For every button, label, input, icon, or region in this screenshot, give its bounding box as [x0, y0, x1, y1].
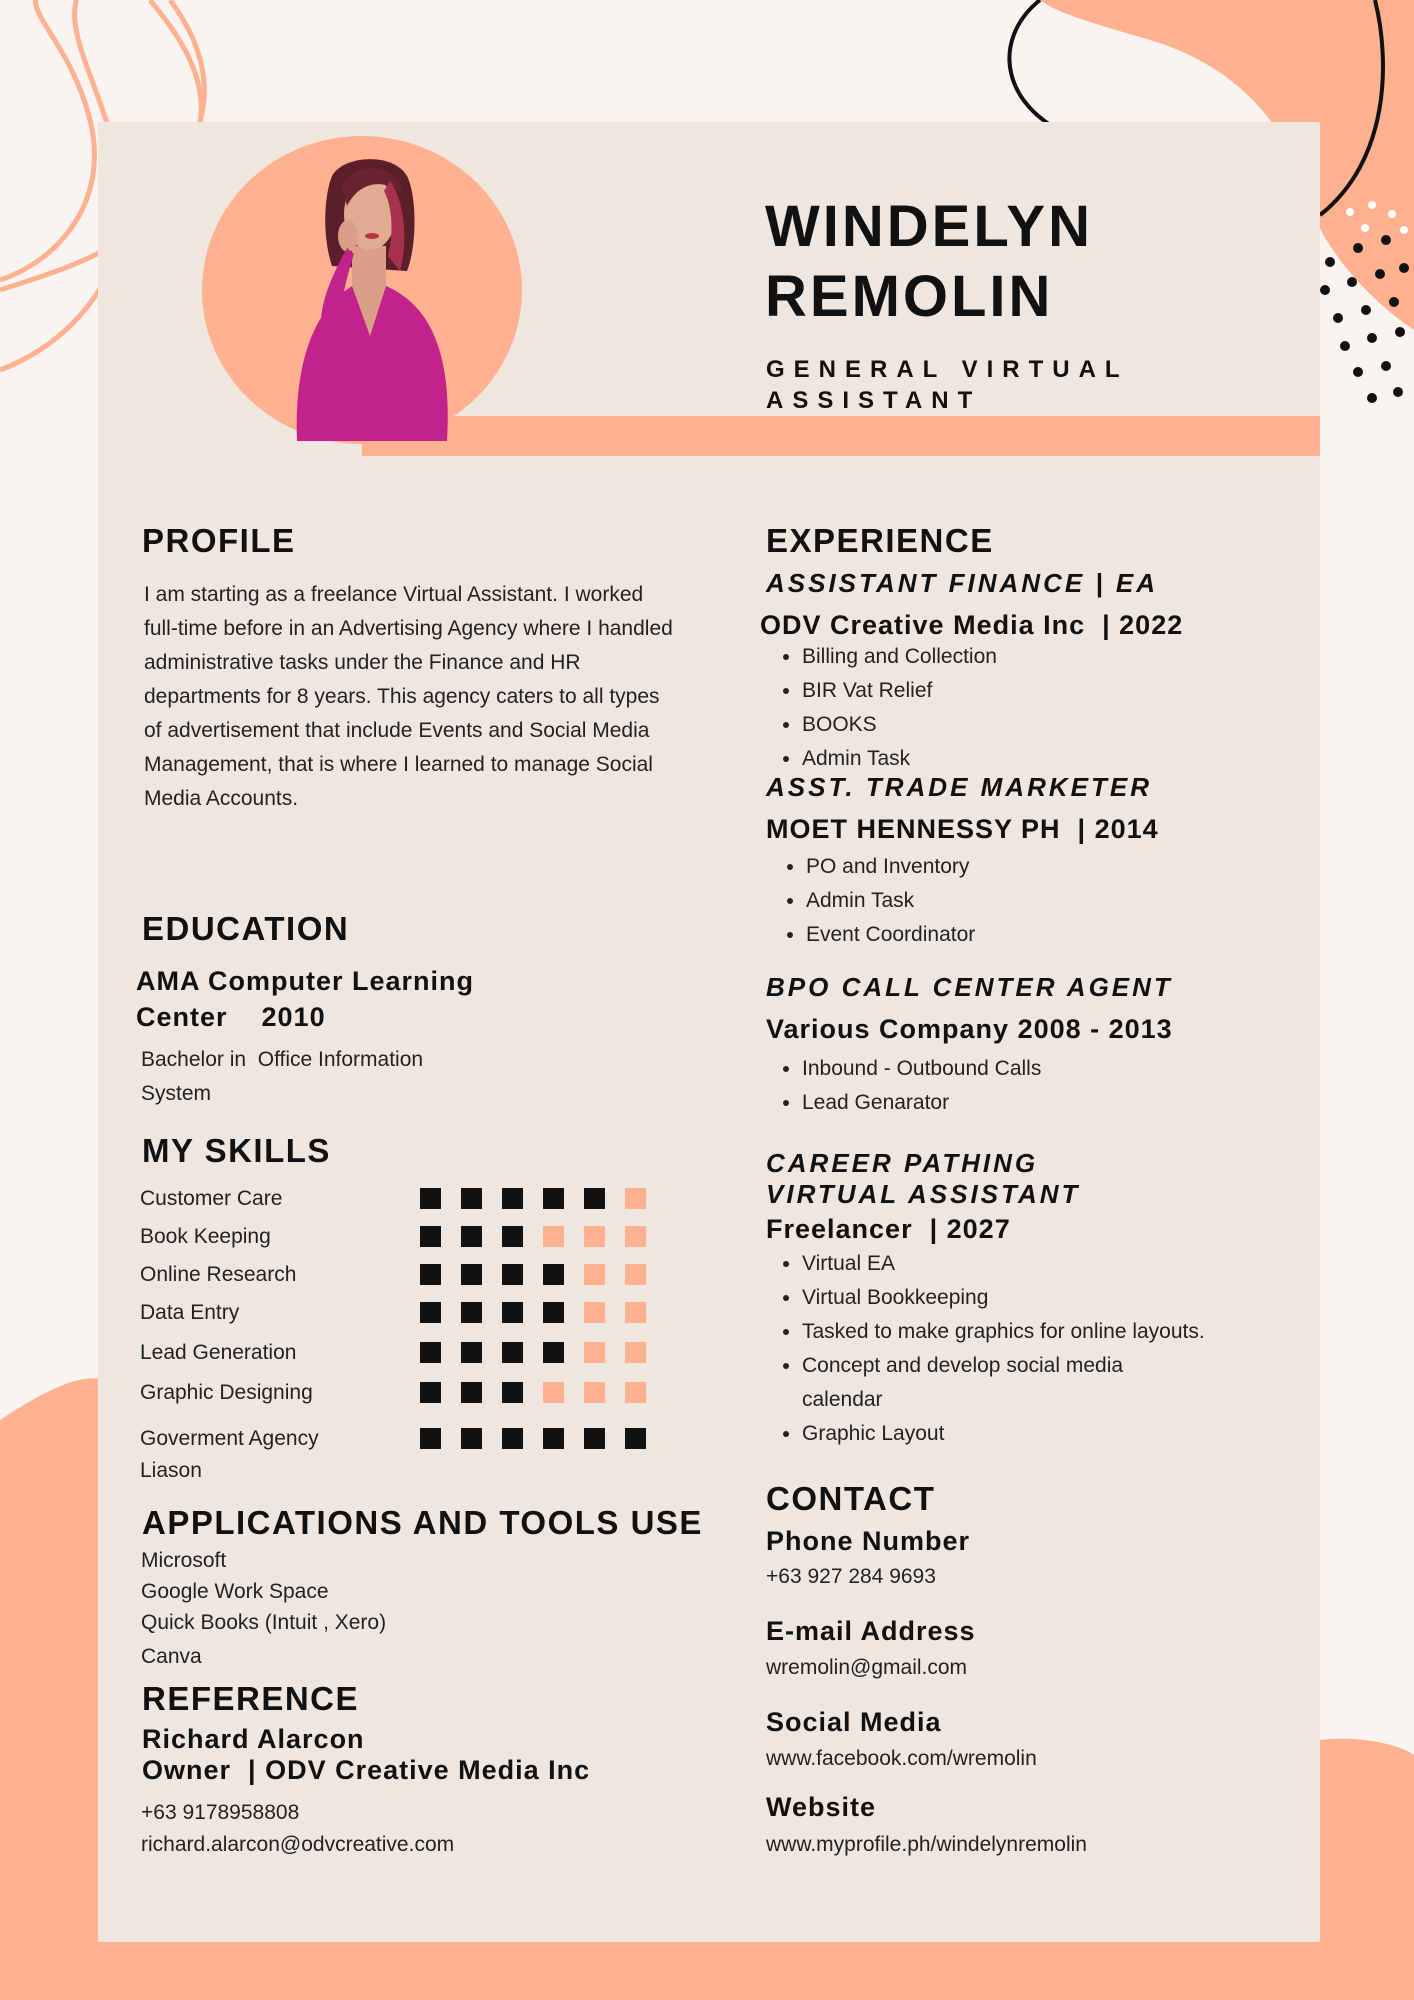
job-title: CAREER PATHING: [766, 1148, 1039, 1178]
skill-level-filled: [461, 1188, 482, 1209]
tool-item: Google Work Space: [141, 1580, 329, 1603]
profile-photo: [202, 136, 522, 444]
skill-level-filled: [584, 1188, 605, 1209]
profile-heading: PROFILE: [142, 522, 296, 559]
skill-level-empty: [584, 1342, 605, 1363]
tool-item: Microsoft: [141, 1549, 227, 1572]
job-task: • Admin Task: [802, 742, 997, 776]
skill-level-filled: [502, 1428, 523, 1449]
skill-level-empty: [625, 1226, 646, 1247]
skill-label: Goverment Agency: [140, 1427, 319, 1450]
skill-level-empty: [625, 1302, 646, 1323]
skill-level-filled: [461, 1264, 482, 1285]
role-line-1: GENERAL VIRTUAL: [766, 356, 1129, 383]
reference-heading: REFERENCE: [142, 1680, 360, 1717]
skill-level-filled: [584, 1428, 605, 1449]
website-value[interactable]: www.myprofile.ph/windelynremolin: [766, 1833, 1087, 1856]
job-task: • Lead Genarator: [802, 1086, 1041, 1120]
skill-row: [140, 1184, 680, 1214]
skill-level-filled: [461, 1342, 482, 1363]
phone-label: Phone Number: [766, 1526, 971, 1556]
contact-heading: CONTACT: [766, 1480, 936, 1517]
skill-label: Customer Care: [140, 1187, 283, 1210]
job-company: Various Company 2008 - 2013: [766, 1014, 1173, 1044]
school-name-line-1: AMA Computer Learning: [136, 966, 474, 996]
job-task: • Inbound - Outbound Calls: [802, 1052, 1041, 1086]
job-company: MOET HENNESSY PH | 2014: [766, 814, 1159, 844]
skill-level-filled: [543, 1342, 564, 1363]
skill-level-filled: [543, 1188, 564, 1209]
skill-level-filled: [420, 1188, 441, 1209]
experience-heading: EXPERIENCE: [766, 522, 994, 559]
social-label: Social Media: [766, 1707, 942, 1737]
job-task-list: [762, 640, 997, 776]
skill-level-empty: [584, 1302, 605, 1323]
skill-label: Book Keeping: [140, 1225, 271, 1248]
tool-item: Canva: [141, 1645, 202, 1668]
job-title: BPO CALL CENTER AGENT: [766, 972, 1173, 1002]
education-heading: EDUCATION: [142, 910, 350, 947]
job-task: • Tasked to make graphics for online layouts.: [802, 1315, 1205, 1349]
skill-level-filled: [502, 1226, 523, 1247]
reference-name: Richard Alarcon: [142, 1724, 365, 1754]
degree-line-2: System: [141, 1082, 212, 1105]
skill-level-empty: [584, 1382, 605, 1403]
degree-line-1: Bachelor in Office Information: [141, 1048, 424, 1071]
skill-level-filled: [420, 1428, 441, 1449]
skill-row: [140, 1260, 680, 1290]
email-value[interactable]: wremolin@gmail.com: [766, 1656, 968, 1679]
skill-level-empty: [625, 1382, 646, 1403]
phone-value: +63 927 284 9693: [766, 1565, 936, 1588]
job-role: [766, 354, 1186, 416]
skill-row: [140, 1222, 680, 1252]
skill-level-filled: [461, 1302, 482, 1323]
skill-row: [140, 1338, 680, 1368]
skill-level-empty: [543, 1382, 564, 1403]
last-name: REMOLIN: [765, 264, 1054, 329]
skill-level-empty: [625, 1342, 646, 1363]
resume-card: [98, 122, 1320, 1942]
skill-level-filled: [502, 1382, 523, 1403]
job-company: ODV Creative Media Inc | 2022: [760, 610, 1184, 640]
reference-email[interactable]: richard.alarcon@odvcreative.com: [141, 1833, 455, 1856]
skill-level-filled: [543, 1428, 564, 1449]
skill-level-filled: [543, 1264, 564, 1285]
job-task: • Virtual EA: [802, 1247, 1205, 1281]
skill-level-filled: [461, 1428, 482, 1449]
skill-level-empty: [584, 1264, 605, 1285]
role-line-2: ASSISTANT: [766, 387, 982, 414]
job-task: • Graphic Layout: [802, 1417, 1205, 1451]
skill-level-filled: [502, 1188, 523, 1209]
job-task: • PO and Inventory: [806, 850, 975, 884]
job-company: Freelancer | 2027: [766, 1214, 1011, 1244]
full-name: [765, 192, 1093, 332]
job-task-list: [762, 1052, 1041, 1120]
job-task: • Admin Task: [806, 884, 975, 918]
job-task: • Billing and Collection: [802, 640, 997, 674]
reference-position: Owner | ODV Creative Media Inc: [142, 1755, 591, 1785]
tool-item: Quick Books (Intuit , Xero): [141, 1611, 387, 1634]
job-task: • Concept and develop social media: [802, 1349, 1205, 1383]
job-title: ASSISTANT FINANCE | EA: [766, 568, 1159, 598]
skill-level-filled: [502, 1342, 523, 1363]
skill-row: [140, 1298, 680, 1328]
skills-heading: MY SKILLS: [142, 1132, 331, 1169]
skill-level-empty: [543, 1226, 564, 1247]
skill-level-filled: [420, 1264, 441, 1285]
job-task: • BIR Vat Relief: [802, 674, 997, 708]
skill-level-filled: [502, 1302, 523, 1323]
job-task: • BOOKS: [802, 708, 997, 742]
skill-label: Online Research: [140, 1263, 297, 1286]
skill-level-filled: [461, 1382, 482, 1403]
profile-text: I am starting as a freelance Virtual Assistant. I worked full-time before in an Advertising Agency where I handled administrative tasks under the Finance and HR departments for 8 years. This agency caters to all types of advertisement that include Events and Social Media Management, that is where I learned to manage Social Media Accounts.: [144, 583, 673, 810]
skill-row: [140, 1424, 680, 1482]
skill-level-filled: [420, 1342, 441, 1363]
skill-level-empty: [625, 1188, 646, 1209]
job-task-list: [766, 850, 975, 952]
job-title: ASST. TRADE MARKETER: [766, 772, 1152, 802]
website-label: Website: [766, 1792, 877, 1822]
job-task: • Virtual Bookkeeping: [802, 1281, 1205, 1315]
school-name-line-2: Center 2010: [136, 1002, 326, 1032]
job-title-line-2: VIRTUAL ASSISTANT: [766, 1179, 1081, 1209]
skill-level-filled: [420, 1382, 441, 1403]
email-label: E-mail Address: [766, 1616, 976, 1646]
skill-level-filled: [502, 1264, 523, 1285]
skill-row: [140, 1378, 680, 1408]
skill-level-filled: [420, 1302, 441, 1323]
social-value[interactable]: www.facebook.com/wremolin: [766, 1747, 1037, 1770]
skill-level-filled: [461, 1226, 482, 1247]
skill-label: Lead Generation: [140, 1341, 297, 1364]
tools-heading: APPLICATIONS AND TOOLS USE: [142, 1504, 703, 1541]
reference-phone: +63 9178958808: [141, 1801, 300, 1824]
job-task: • Event Coordinator: [806, 918, 975, 952]
job-task-continued: calendar: [802, 1388, 883, 1411]
first-name: WINDELYN: [765, 194, 1093, 259]
skill-label: Graphic Designing: [140, 1381, 313, 1404]
skill-level-empty: [584, 1226, 605, 1247]
skill-label-line-2: Liason: [140, 1459, 202, 1482]
skill-level-filled: [625, 1428, 646, 1449]
skill-level-filled: [420, 1226, 441, 1247]
skill-level-empty: [625, 1264, 646, 1285]
skill-label: Data Entry: [140, 1301, 240, 1324]
job-task-list: [762, 1247, 1205, 1451]
skill-level-filled: [543, 1302, 564, 1323]
